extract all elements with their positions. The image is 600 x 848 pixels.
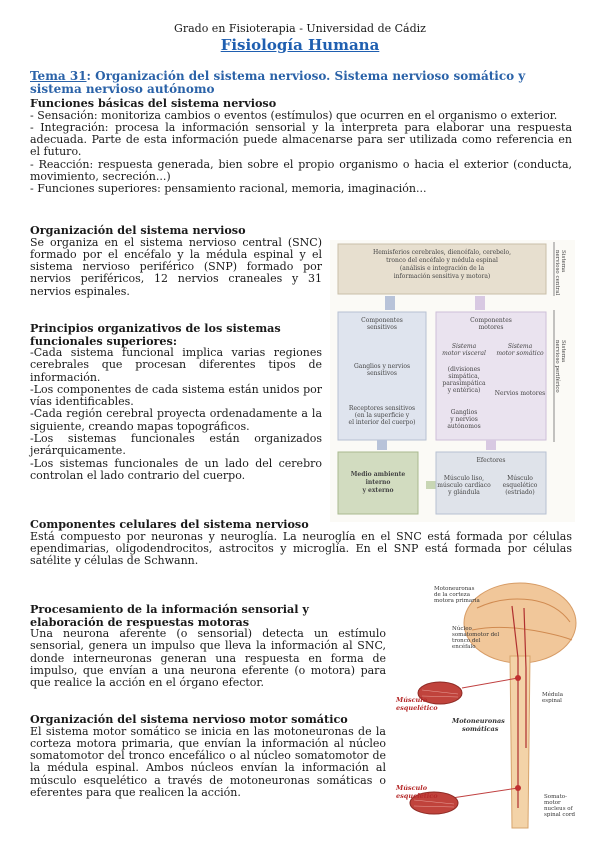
effectors-visceral-3: y glándula [448,489,480,496]
section-funciones [30,97,572,196]
funciones-line-1: - Sensación: monitoriza cambios o eventos (estímulos) que ocurren en el organismo o exterior. [30,108,558,122]
spinal-nucleus-dot [515,785,521,791]
label-spinal-nucleus-1: Somato- [544,794,567,800]
cns-line-3: (análisis e integración de la [399,265,485,272]
section-motor [30,713,386,799]
sensory-receptors-3: el interior del cuerpo) [348,419,416,426]
label-spinal-1: Médula [542,692,563,698]
label-motoneurons-1: Motoneuronas [452,717,505,725]
tema-title [30,70,575,96]
cns-line-4: información sensitiva y motora) [393,273,491,280]
brainstem-nucleus-dot [515,675,521,681]
principios-line-3: -Cada región cerebral proyecta ordenadamente a la siguiente, creando mapas topográficos. [30,407,322,433]
environment-line-2: interno [365,479,391,486]
label-muscle-upper-2: esquelético [396,704,438,712]
effectors-skeletal-2: esquelético [502,482,538,489]
brain-illustration [464,583,576,663]
section-principios [30,322,322,482]
procesamiento-heading: Procesamiento de la información sensorial y elaboración de respuestas motoras [30,602,309,629]
principios-heading: Principios organizativos de los sistemas funcionales superiores: [30,321,281,348]
principios-line-2: -Los componentes de cada sistema están unidos por vías identificables. [30,382,322,409]
label-cortex-1: Motoneuronas [434,586,475,592]
page-title: Fisiología Humana [220,36,380,54]
autonomic-ganglia-3: autónomos [447,423,481,430]
effectors-visceral-2: músculo cardíaco [437,482,491,489]
somatic-nerves: Nervios motores [494,390,546,397]
autonomic-ganglia-2: y nervios [450,416,478,423]
sensory-title-2: sensitivos [367,324,397,331]
effectors-skeletal-1: Músculo [507,475,533,482]
autonomic-title-1: Sistema [451,343,477,350]
label-brainstem-3: tronco del [452,638,481,644]
procesamiento-text: Una neurona aferente (o sensorial) detecta un estímulo sensorial, genera un impulso que lleva la información al SNC, donde interneuronas generan una respuesta en forma de impulso, que envían a una neurona eferente (o motora) para que realice la acción en el órgano efector. [30,627,386,690]
effectors-title: Efectores [476,457,506,464]
motor-text: El sistema motor somático se inicia en las motoneuronas de la corteza motora primaria, que envían la información al núcleo somatomotor del tronco encefálico o al núcleo somatomotor de la médula espinal. Ambos núcleos envían la información al músculo esquelético a través de motoneuronas somáticas o eferentes para que realicen la acción. [30,724,386,799]
funciones-heading: Funciones básicas del sistema nervioso [30,96,277,110]
section-componentes [30,518,572,567]
motor-title-1: Componentes [470,317,512,324]
funciones-line-4: - Funciones superiores: pensamiento racional, memoria, imaginación... [30,182,427,196]
effectors-visceral-1: Músculo liso, [443,475,485,482]
label-cortex-2: de la corteza [434,592,470,598]
header-subtitle: Grado en Fisioterapia - Universidad de Cádiz [174,22,426,35]
spinal-cord-illustration [510,656,530,828]
label-brainstem-2: somatomotor del [452,632,500,638]
principios-line-4: -Los sistemas funcionales están organizados jerárquicamente. [30,432,322,458]
snc-side-label-2: nervioso central [554,250,560,296]
snp-side-label-1: Sistema [560,340,566,363]
environment-line-1: Medio ambiente [350,471,406,478]
principios-line-1: -Cada sistema funcional implica varias regiones cerebrales que procesan diferentes tipos de información. [30,346,322,384]
label-spinal-nucleus-2: motor [544,800,561,806]
organizacion-heading: Organización del sistema nervioso [30,223,246,237]
autonomic-div-1: (divisiones [447,366,481,373]
environment-line-3: y externo [362,487,394,494]
sensory-ganglia-2: sensitivos [367,370,397,377]
sensory-receptors-1: Receptores sensitivos [348,405,416,412]
sensory-title-1: Componentes [361,317,403,324]
cns-line-1: Hemisferios cerebrales, diencéfalo, cerebelo, [373,249,511,256]
sensory-ganglia-1: Ganglios y nervios [353,363,411,370]
label-spinal-2: espinal [542,698,562,704]
organizacion-text: Se organiza en el sistema nervioso central (SNC) formado por el encéfalo y la médula espinal y el sistema nervioso periférico (SNP) formado por nervios periféricos, 12 nervios craneales y 31 nervios espinales. [30,235,322,298]
tema-text: : Organización del sistema nervioso. Sistema nervioso somático y sistema nervioso autónomo [30,69,526,96]
label-muscle-lower-1: Músculo [396,784,428,792]
componentes-text: Está compuesto por neuronas y neuroglía. La neuroglía en el SNC está formada por células ependimarias, oligodendrocitos, astrocitos y microglía. En el SNP está formada por células satélite y células de Schwann. [30,529,572,568]
label-brainstem-1: Núcleo [452,626,472,632]
motor-title-2: motores [478,324,504,331]
sensory-receptors-2: (en la superficie y [354,412,410,419]
autonomic-div-3: parasimpática [442,380,486,387]
snc-side-label-1: Sistema [560,250,566,273]
section-procesamiento [30,603,386,689]
principios-line-5: -Los sistemas funcionales de un lado del cerebro controlan el lado contrario del cuerpo. [30,456,322,482]
motor-nerve-upper [462,678,518,688]
effectors-skeletal-3: (estriado) [505,489,535,496]
motor-nerve-lower [452,788,518,798]
label-cortex-3: motora primaria [434,598,480,604]
autonomic-div-4: y entérica) [447,387,481,394]
nervous-system-diagram [330,240,575,522]
section-organizacion [30,224,322,298]
funciones-line-3: - Reacción: respuesta generada, bien sobre el propio organismo o hacia el exterior (conducta, movimiento, secreción...) [30,157,572,183]
autonomic-ganglia-1: Ganglios [450,409,478,416]
cns-line-2: tronco del encéfalo y médula espinal [386,257,498,264]
tema-label: Tema 31 [30,69,87,83]
componentes-heading: Componentes celulares del sistema nervioso [30,517,309,531]
snp-side-label-2: nervioso periférico [554,340,560,393]
label-brainstem-4: encéfalo [452,644,476,650]
motor-pathway-diagram [392,578,582,830]
somatic-title-1: Sistema [507,343,533,350]
motor-heading: Organización del sistema nervioso motor somático [30,712,348,726]
label-muscle-upper-1: Músculo [396,696,428,704]
funciones-line-2: - Integración: procesa la información sensorial y la interpreta para elaborar una respuesta adecuada. Parte de esta información puede almacenarse para ser utilizada como referencia en el futuro. [30,120,572,159]
somatic-title-2: motor somático [496,350,544,357]
label-motoneurons-2: somáticas [462,725,499,733]
autonomic-div-2: simpática, [448,373,480,380]
label-spinal-nucleus-3: nucleus of [544,806,573,812]
autonomic-title-2: motor visceral [442,350,486,357]
label-muscle-lower-2: esquelético [396,792,438,800]
label-spinal-nucleus-4: spinal cord [544,812,575,818]
